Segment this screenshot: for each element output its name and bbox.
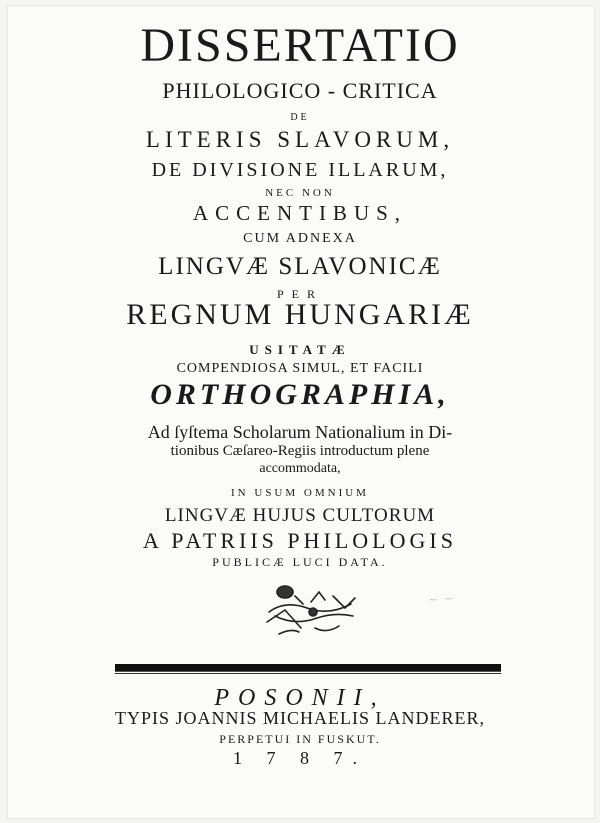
pencil-signature-icon: ~ ~: [427, 591, 456, 607]
text-orthographia: ORTHOGRAPHIA,: [150, 378, 450, 411]
divider-rule: [115, 664, 501, 672]
text-cum-adnexa: CUM ADNEXA: [243, 231, 357, 246]
text-ad-systema-2: tionibus Cæſareo-Regiis introductum plene: [170, 443, 430, 459]
text-linguae-hujus: LINGVÆ HUJUS CULTORUM: [164, 505, 436, 526]
text-a-patriis: A PATRIIS PHILOLOGIS: [143, 528, 457, 553]
imprint-place: POSONII,: [214, 685, 386, 711]
text-accentibus: ACCENTIBUS,: [192, 201, 408, 225]
text-in-usum: IN USUM OMNIUM: [231, 487, 369, 499]
text-linguae-slavonicae: LINGVÆ SLAVONICÆ: [158, 253, 442, 280]
text-per: PER: [276, 287, 323, 301]
text-divisione: DE DIVISIONE ILLARUM,: [151, 159, 449, 181]
imprint-year: 1 7 8 7.: [233, 748, 367, 768]
text-regnum: REGNUM HUNGARIÆ: [126, 298, 474, 331]
book-subtitle: PHILOLOGICO - CRITICA: [162, 78, 438, 103]
book-title: DISSERTATIO: [140, 19, 460, 72]
text-literis: LITERIS SLAVORUM,: [145, 127, 455, 152]
text-nec-non: NEC NON: [265, 187, 335, 199]
text-usitatae: USITATÆ: [249, 342, 351, 357]
text-publicae: PUBLICÆ LUCI DATA.: [212, 555, 388, 569]
text-ad-systema-1: Ad ſyſtema Scholarum Nationalium in Di-: [147, 422, 453, 442]
text-ad-systema-3: accommodata,: [259, 461, 341, 476]
imprint-printer: TYPIS JOANNIS MICHAELIS LANDERER,: [114, 708, 485, 728]
imprint-perpetui: PERPETUI IN FUSKUT.: [219, 732, 381, 746]
text-compendiosa: COMPENDIOSA SIMUL, ET FACILI: [176, 361, 424, 376]
text-de: DE: [290, 112, 310, 123]
printer-ornament-icon: [255, 582, 365, 638]
